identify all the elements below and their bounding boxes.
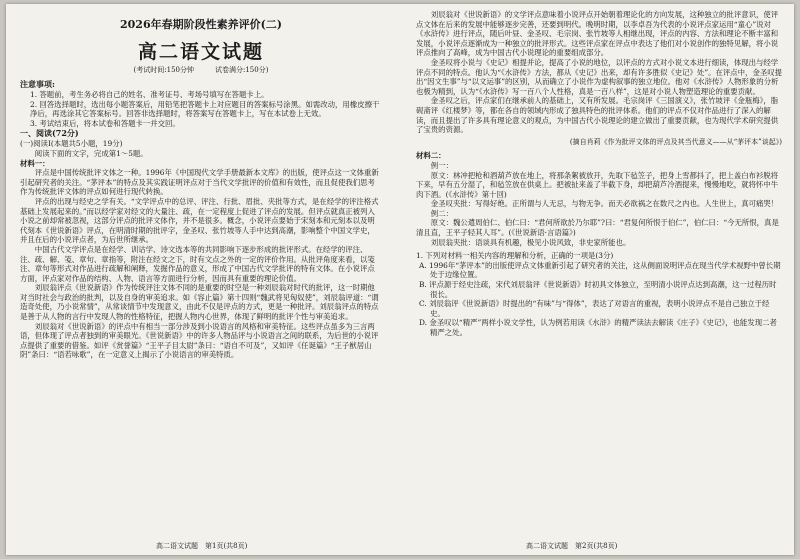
exam-sheet bbox=[6, 4, 794, 555]
paragraph: 刘辰翁评点《世说新语》作为传统评注文体不同的是重要的时空是一种刘辰翁对时代的批评，这一时期他对当时社会与政治的批判，以及自身的审美追求。如《容止篇》第十四则“魏武将见匈奴使”，刘辰翁评道：“谓造奇处使，乃小说常情”，从常谈情节中发现意义，由此不仅是评点的方式，更是一种批评。刘辰翁评点的特点是善于从人物的言行中发现人物的性格特征，把握人物内心世界，体现了鲜明的批评个性与审美追求。 bbox=[20, 283, 379, 322]
example-text: 原文：魏公遣周伯仁、伯仁曰：“君何所欲於乃尔耶”?曰：“君复何所恨于伯仁”，伯仁曰：“今无所恨，真是清且直，王平子轻其人耳”。(《世说新语·言语篇》) bbox=[416, 218, 779, 238]
example-label: 例二： bbox=[430, 208, 453, 218]
paragraph: 评点是中国传统批评文体之一种。1996年《中国现代文学手册最新本文库》的出版，使评点这一文体重新引起研究者的关注。“茅评本”的特点及其实践证明评点对于当代文学批评的价值和有效性，而且促使我们思考作为传统批评文体的评点如何进行现代转换。 bbox=[20, 168, 379, 197]
subsection-heading: (一)阅读Ⅰ(本题共5小题，19分) bbox=[20, 139, 123, 149]
paragraph: 金圣叹将小说与《史记》相提并论，提高了小说的地位，以评点的方式对小说文本进行细读，体现出与经学评点不同的特点。他认为“《水浒传》方法，都从《史记》出来，却有许多胜似《史记》处”。在评点中，金圣叹提出“因文生事”与“以文运事”的区别，从而确立了小说作为虚构叙事的独立地位。他对《水浒传》人物形象的分析也极为精到，认为“《水浒传》写一百八个人性格，真是一百八样”，这是对小说人物塑造理论的重要贡献。 bbox=[416, 57, 783, 96]
material-label: 材料一： bbox=[20, 158, 50, 168]
example-comment: 金圣叹夹批：写得好绝。正所谓与人无忌，与物无争。而天必欲祸之在数尺之内也。人生世上，真可痛哭！ bbox=[430, 199, 779, 209]
example-label: 例一： bbox=[430, 160, 453, 170]
page-footer-left: 高二语文试题 第1页(共8页) bbox=[156, 542, 248, 550]
paragraph: 中国古代文学评点是在经学、训诂学、诗文选本等的共同影响下逐步形成的批评形式。在经学的评注、注、疏、解、笺、章句、章指等，附注在经文之下，时有文点之外的一定的评价作用。从批评角度来看，以笺注、章句等形式对作品进行疏解和阐释，发掘作品的意义，形成了中国古代文学批评的特有文体。在小说评点方面，评点家对作品的结构、人物、语言等方面进行分析，因而具有重要的理论价值。 bbox=[20, 244, 375, 283]
example-text: 原文：林冲把枪和酒葫芦放在地上，将那条絮被放开，先取下毡笠子，把身上雪都抖了，把上盖白布衫脱将下来，早有五分湿了，和毡笠放在供桌上。把被扯来盖了半截下身，却把葫芦冷酒提来，慢慢地吃，就将怀中牛肉下酒。(《水浒传》第十回) bbox=[416, 170, 779, 199]
paragraph: 金圣叹之后，评点家们在继承前人的基础上，又有所发展。毛宗岗评《三国演义》，张竹坡评《金瓶梅》，脂砚斋评《红楼梦》等，都在各自的领域内形成了独具特色的批评体系。他们的评点不仅对作品进行了深入的解读，而且提出了许多具有理论意义的观点，为中国古代小说理论的建立做出了重要贡献，也为现代学术研究提供了宝贵的资源。 bbox=[416, 96, 779, 135]
paragraph: 刘辰翁对《世说新语》的文学评点意味着小说评点开始朝着理论化的方向发展，这种独立的批评意识，使评点文体在后来的发展中能够逐步完善，还要到明代。晚明时期，以李卓吾为代表的小说评点家运用“童心”说对《水浒传》进行评点，随后叶昼、金圣叹、毛宗岗、张竹坡等人相继出现，评点的内容、方法和理论不断丰富和发展，小说评点逐渐成为一种独立的批评形式。这些评点家在评点中表达了他们对小说创作的独特见解，将小说评点推向了高峰，成为中国古代小说理论的重要组成部分。 bbox=[416, 10, 779, 58]
example-comment: 刘辰翁夹批：语谈具有机趣，极见小说风致，非史家所能也。 bbox=[430, 237, 631, 247]
page-footer-right: 高二语文试题 第2页(共8页) bbox=[526, 542, 618, 550]
subject-title: 高二语文试题 bbox=[137, 41, 264, 63]
option-b: B. 评点源于经史注疏，宋代刘辰翁评《世说新语》时初具文体独立，至明清小说评点达到高潮，这一过程历时很长。 bbox=[419, 280, 777, 299]
notice-item: 2. 回答选择题时，选出每小题答案后，用铅笔把答题卡上对应题目的答案标号涂黑。如需改动，用橡皮擦干净后，再选涂其它答案标号。回答非选择题时，将答案写在答题卡上，写在本试卷上无效。 bbox=[30, 99, 380, 119]
question-stem: 1. 下列对材料一相关内容的理解和分析，正确的一项是(3分) bbox=[416, 251, 614, 261]
exam-meta: (考试时间:150分钟 试卷满分:150分) bbox=[133, 66, 269, 74]
material-label: 材料二： bbox=[416, 151, 446, 161]
source-citation: (摘自肖莉《作为批评文体的评点及其当代意义——从“茅评本”谈起》) bbox=[569, 137, 782, 146]
right-page bbox=[416, 10, 782, 338]
instruction-text: 阅读下面的文字，完成第1～5题。 bbox=[34, 148, 148, 158]
notice-item: 1. 答题前，考生务必将自己的姓名、准考证号、考场号填写在答题卡上。 bbox=[30, 90, 269, 99]
paragraph: 评点的出现与经史之学有关。“文学评点中的总评、评注、行批、眉批、夹批等方式，是在经学的评注格式基础上发展起来的。”而以经学家对经文的大量注、疏，在一定程度上促进了评点的发展。但评点就真正被列入小说之前却常被忽视，这部分评点的批评文体作，并不是很多。概念，小说评点要始于宋刻本和元刻本以及明代刻本《世说新语》评点，在明清时期的批评字，金圣叹、张竹坡等人手中达到高潮，影响整个中国文学史，并且在后的小说评点者，为后世所继承。 bbox=[20, 196, 379, 245]
notice-heading: 注意事项: bbox=[20, 79, 55, 89]
notice-item: 3. 考试结束后，将本试卷和答题卡一并交回。 bbox=[30, 118, 180, 128]
paragraph: 刘辰翁对《世说新语》的评点中有相当一部分涉及到小说语言的风格和审美特征。这些评点虽多为三言两语，但体现了评点者独到的审美眼光。《世说新语》中的许多人物品评与小说语言之间的联系，为后世的小说评点提供了重要的借鉴。如评《赏誉篇》“王平子目太尉”条曰：“语自不可及”，又如评《任诞篇》“王子猷居山阴”条曰：“语若咏歌”，在一定意义上揭示了小说语言的审美特质。 bbox=[20, 321, 379, 360]
section-heading: 一、阅读(72分) bbox=[20, 128, 79, 139]
option-c: C. 刘辰翁评《世说新语》时提出的“有味”与“得体”，表达了对语言的重视，表明小说评点不是自己独立于经史。 bbox=[419, 299, 770, 318]
exam-title: 2026年春期阶段性素养评价(二) bbox=[119, 18, 283, 31]
left-page bbox=[20, 10, 382, 360]
option-a: A. 1996年“茅评本”的出版使评点文体重新引起了研究者的关注，这从侧面说明评点在现当代学术视野中曾长期处于边缘位置。 bbox=[419, 260, 781, 280]
option-d: D. 金圣叹以“精严”两样小说文学性，认为例若用读《水浒》的精严读法去解读《庄子》《史记》，也能发现二者精严之处。 bbox=[419, 318, 777, 337]
